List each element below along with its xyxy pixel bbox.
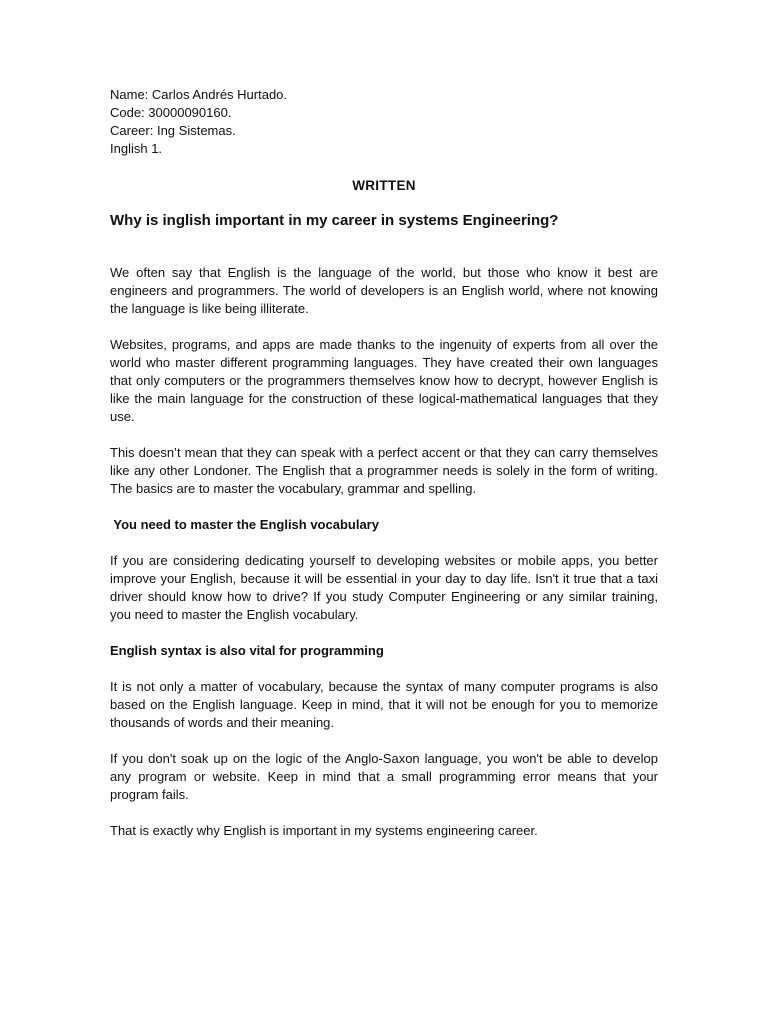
subheading-syntax: English syntax is also vital for programming	[110, 643, 384, 658]
paragraph-7: That is exactly why English is important in my systems engineering career.	[110, 823, 538, 838]
spacer	[110, 732, 658, 750]
course-name: Inglish 1.	[110, 141, 163, 156]
essay-question: Why is inglish important in my career in systems Engineering?	[110, 212, 559, 229]
spacer	[110, 498, 658, 516]
paragraph-4: If you are considering dedicating yourself to developing websites or mobile apps, you better improve your English, because it will be essential in your day to day life. Isn't it true that a taxi driver should know how to drive? If you study Computer Engineering or any similar training, you need to master the English vocabulary.	[110, 553, 658, 622]
student-code: Code: 30000090160.	[110, 105, 232, 120]
paragraph-1: We often say that English is the language of the world, but those who know it best are engineers and programmers. The world of developers is an English world, where not knowing the language is like being illiterate.	[110, 265, 658, 316]
spacer	[110, 804, 658, 822]
document-content	[110, 86, 658, 840]
spacer	[110, 231, 658, 264]
spacer	[110, 534, 658, 552]
student-name: Name: Carlos Andrés Hurtado.	[110, 87, 288, 102]
spacer	[110, 318, 658, 336]
paragraph-5: It is not only a matter of vocabulary, because the syntax of many computer programs is also based on the English language. Keep in mind, that it will not be enough for you to memorize thousands of words and their meaning.	[110, 679, 658, 730]
paragraph-2: Websites, programs, and apps are made thanks to the ingenuity of experts from all over the world who master different programming languages. They have created their own languages that only computers or the programmers themselves know how to decrypt, however English is like the main language for the construction of these logical-mathematical languages that they use.	[110, 337, 658, 424]
subheading-vocabulary: You need to master the English vocabulary	[110, 517, 379, 532]
spacer	[110, 426, 658, 444]
document-title: WRITTEN	[352, 178, 416, 193]
student-career: Career: Ing Sistemas.	[110, 123, 236, 138]
paragraph-3: This doesn’t mean that they can speak with a perfect accent or that they can carry themselves like any other Londoner. The English that a programmer needs is solely in the form of writing. The basics are to master the vocabulary, grammar and spelling.	[110, 445, 658, 496]
spacer	[110, 624, 658, 642]
paragraph-6: If you don't soak up on the logic of the Anglo-Saxon language, you won't be able to develop any program or website. Keep in mind that a small programming error means that your program fails.	[110, 751, 658, 802]
spacer	[110, 660, 658, 678]
